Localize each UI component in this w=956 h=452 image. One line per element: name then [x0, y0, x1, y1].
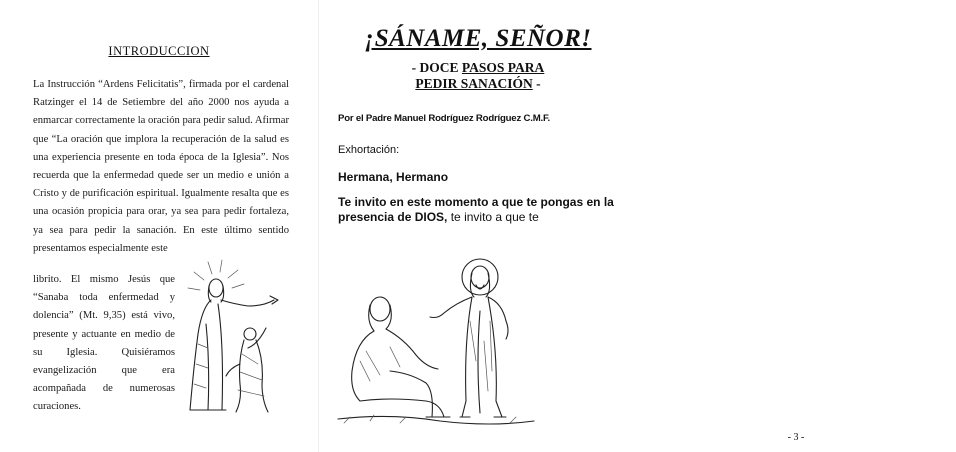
jesus-with-seated-man-illustration-icon	[330, 251, 542, 428]
page-number: - 3 -	[787, 432, 805, 443]
exhortation-label: Exhortación:	[338, 144, 400, 156]
left-page	[0, 0, 318, 452]
booklet-title: ¡SÁNAME, SEÑOR!	[364, 25, 592, 52]
booklet-subtitle	[318, 60, 638, 92]
author-line: Por el Padre Manuel Rodríguez Rodríguez C.M.F.	[338, 113, 551, 124]
intro-title: INTRODUCCION	[108, 44, 210, 58]
jesus-healing-sick-illustration-icon	[178, 264, 286, 414]
greeting: Hermana, Hermano	[338, 170, 449, 184]
invitation-text	[338, 195, 630, 225]
intro-paragraph: La Instrucción “Ardens Felicitatis”, firmada por el cardenal Ratzinger el 14 de Setiembre del año 2000 nos ayuda a enmarcar correctamente la oración para pedir salud. Afirmar que “La oración que implora la recuperación de la salud es una experiencia presente en toda época de la Iglesia”. Nos recuerda que la enfermedad quede ser un medio e unión a Cristo y de purificación espiritual. Igualmente resalta que es una ocasión propicia para orar, ya sea para pedir fortaleza, ya sea para pedir la sanación. En este último sentido presentamos especialmente este	[33, 79, 289, 254]
subtitle-line-2: PEDIR SANACIÓN -	[415, 76, 541, 91]
invitation-bold: Te invito en este momento a que te pongas en la presencia de DIOS,	[338, 195, 614, 224]
intro-paragraph-continued: librito. El mismo Jesús que “Sanaba toda enfermedad y dolencia” (Mt. 9,35) está vivo, presente y actuante en medio de su Iglesia. Quisiéramos evangelización que era acompañada de numerosas curaciones.	[33, 274, 175, 413]
invitation-normal: te invito a que te	[447, 210, 539, 224]
subtitle-line-1: - DOCE PASOS PARA	[411, 60, 545, 75]
